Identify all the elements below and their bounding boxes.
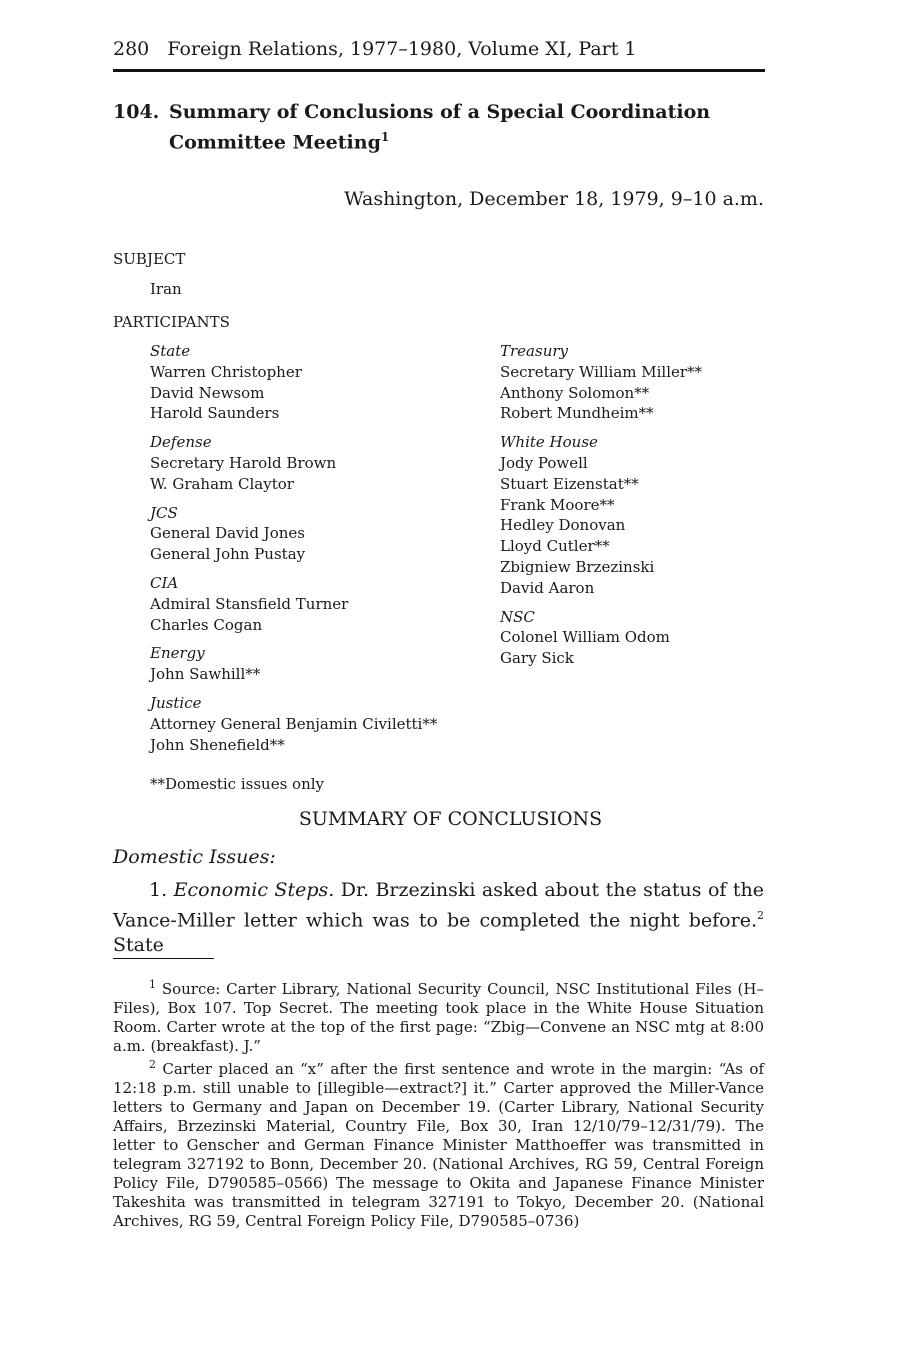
participant-name: Warren Christopher [150, 362, 302, 381]
dateline: Washington, December 18, 1979, 9–10 a.m. [344, 188, 764, 210]
title-line-1: Summary of Conclusions of a Special Coordination [169, 101, 711, 123]
participant-name: General David Jones [150, 524, 305, 543]
participant-name: General John Pustay [150, 545, 306, 564]
footnote-mark: 2 [149, 1058, 156, 1071]
document-number: 104. [113, 101, 160, 123]
participant-name: Charles Cogan [150, 615, 263, 634]
participant-group [500, 432, 765, 598]
section-heading: Domestic Issues: [113, 846, 276, 868]
page-number: 280 [113, 38, 150, 60]
footnote-2 [113, 1055, 764, 1231]
participant-name: Secretary William Miller** [500, 362, 703, 381]
participant-name: Hedley Donovan [500, 516, 626, 535]
participant-name: Gary Sick [500, 649, 574, 668]
participants-label: PARTICIPANTS [113, 313, 230, 331]
participants-note: **Domestic issues only [150, 775, 325, 793]
agency-label: CIA [150, 573, 179, 592]
footnote-text: Source: Carter Library, National Security Council, NSC Institutional Files (H–Files), Box 107. Top Secret. The meeting took place in the White House Situation Room. Carter wrote at the top of the first page: “Zbig—Convene an NSC mtg at 8:00 a.m. (breakfast). J.” [113, 980, 764, 1055]
participant-group [150, 432, 480, 494]
paragraph-1 [113, 878, 764, 958]
participant-name: Jody Powell [500, 453, 588, 472]
participant-name: Colonel William Odom [500, 628, 670, 647]
footnote-1 [113, 975, 764, 1056]
footnote-text: Carter placed an “x” after the first sentence and wrote in the margin: “As of 12:18 p.m. still unable to [illegible—extract?] it.” Carter approved the Miller-Vance letters to Germany and Japan on December 19. (Carter Library, National Security Affairs, Brzezinski Material, Country File, Box 30, Iran 12/10/79–12/31/79). The letter to Genscher and German Finance Minister Matthoeffer was transmitted in telegram 327192 to Bonn, December 20. (National Archives, RG 59, Central Foreign Policy File, D790585–0566) The message to Okita and Japanese Finance Minister Takeshita was transmitted in telegram 327191 to Tokyo, December 20. (National Archives, RG 59, Central Foreign Policy File, D790585–0736) [113, 1060, 764, 1230]
participant-name: John Shenefield** [150, 735, 285, 754]
participant-name: Frank Moore** [500, 495, 615, 514]
agency-label: Energy [150, 644, 205, 663]
agency-label: State [150, 342, 191, 360]
participants-right-column [500, 341, 765, 677]
running-header [113, 38, 637, 60]
paragraph-text: Dr. Brzezinski asked about the status of the Vance-Miller letter which was to be completed the night before. [113, 879, 765, 932]
participant-name: Anthony Solomon** [500, 383, 650, 402]
footnote-rule [113, 958, 214, 959]
participant-group [500, 341, 765, 424]
participant-group [150, 693, 480, 755]
participant-group [150, 503, 480, 565]
participant-group [150, 573, 480, 635]
title-line-2: Committee Meeting$^1$ [169, 130, 390, 154]
agency-label: JCS [150, 503, 178, 522]
title-text [169, 100, 710, 155]
subject-value: Iran [150, 280, 182, 298]
participant-name: David Newsom [150, 383, 265, 402]
agency-label: Treasury [500, 342, 568, 360]
running-title: Foreign Relations, 1977–1980, Volume XI, Part 1 [167, 38, 637, 60]
agency-label: Justice [150, 693, 202, 712]
participant-group [150, 643, 480, 685]
participant-name: Lloyd Cutler** [500, 537, 610, 556]
header-rule [113, 69, 765, 72]
title-footnote-ref[interactable]: 1 [380, 130, 390, 144]
footnote-mark: 1 [149, 978, 156, 991]
participant-name: Admiral Stansfield Turner [150, 594, 349, 613]
paragraph-tail: State [113, 934, 164, 957]
participant-name: Robert Mundheim** [500, 404, 654, 423]
participant-name: David Aaron [500, 578, 595, 597]
agency-label: NSC [500, 607, 535, 626]
participant-name: Secretary Harold Brown [150, 453, 337, 472]
paragraph-number: 1. [149, 879, 168, 901]
summary-heading: SUMMARY OF CONCLUSIONS [298, 808, 603, 830]
agency-label: Defense [150, 433, 212, 452]
subject-label: SUBJECT [113, 250, 186, 268]
participant-name: W. Graham Claytor [150, 474, 294, 493]
participant-name: Stuart Eizenstat** [500, 474, 639, 493]
agency-label: White House [500, 433, 598, 452]
paragraph-lead: Economic Steps. [173, 879, 335, 901]
participant-name: Harold Saunders [150, 404, 280, 423]
participants-left-column [150, 341, 480, 763]
participant-name: John Sawhill** [150, 665, 261, 684]
participant-group [500, 607, 765, 669]
participant-name: Zbigniew Brzezinski [500, 557, 655, 576]
participant-name: Attorney General Benjamin Civiletti** [150, 714, 438, 733]
participant-group [150, 341, 480, 424]
footnote-ref-2[interactable]: 2 [757, 909, 764, 922]
